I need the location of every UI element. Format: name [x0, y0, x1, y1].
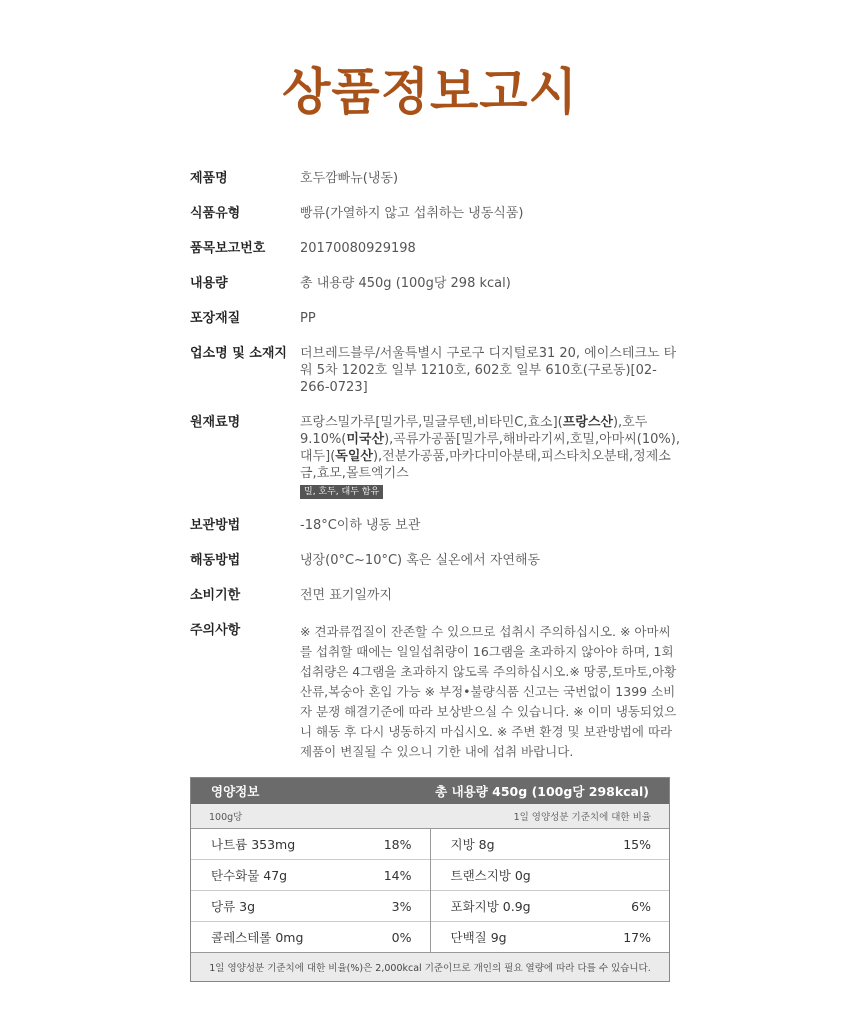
nutrient-row	[191, 829, 430, 860]
info-value: 냉장(0°C~10°C) 혹은 실온에서 자연해동	[300, 553, 541, 568]
nutrient-name: 콜레스테롤 0mg	[211, 930, 304, 945]
info-row-content-amount	[190, 275, 680, 292]
info-label: 원재료명	[190, 415, 241, 430]
info-value: PP	[300, 311, 316, 326]
nutrition-dv-header: 1일 영양성분 기준치에 대한 비율	[513, 812, 651, 823]
nutrient-name: 단백질 9g	[450, 930, 507, 945]
info-row-storage	[190, 517, 680, 534]
ingredients-origin: 프랑스산	[562, 415, 613, 430]
nutrient-row	[431, 829, 670, 860]
info-label: 보관방법	[190, 518, 241, 533]
info-row-packaging	[190, 310, 680, 327]
nutrient-name: 나트륨 353mg	[211, 837, 296, 852]
nutrient-name: 당류 3g	[211, 899, 256, 914]
nutrition-column-left	[191, 829, 431, 952]
info-row-ingredients	[190, 414, 680, 499]
ingredients-text: ),호두9.10%(	[300, 415, 648, 447]
nutrient-name: 탄수화물 47g	[211, 868, 288, 883]
info-value: 20170080929198	[300, 241, 416, 256]
info-label: 내용량	[190, 276, 228, 291]
nutrition-per: 100g당	[209, 812, 243, 823]
nutrient-row	[431, 922, 670, 952]
nutrient-name: 트랜스지방 0g	[450, 868, 531, 883]
info-row-expiry	[190, 587, 680, 604]
info-row-manufacturer	[190, 345, 680, 396]
nutrient-pct: 17%	[623, 929, 651, 945]
nutrient-name: 포화지방 0.9g	[450, 899, 531, 914]
nutrient-pct: 18%	[383, 836, 412, 852]
info-value: ※ 견과류껍질이 잔존할 수 있으므로 섭취시 주의하십시오. ※ 아마씨를 섭취할 때에는 일일섭취량이 16그램을 초과하지 않아야 하며, 1회 섭취량은 4그램을 초과하지 않도록 주의하십시오.※ 땅콩,토마토,아황산류,복숭아 혼입 가능 ※ 부정•불량식품 신고는 국번없이 1399 소비자 분쟁 해결기준에 따라 보상받으실 수 있습니다. ※ 이미 냉동되었으니 해동 후 다시 냉동하지 마십시오. ※ 주변 환경 및 보관방법에 따라 제품이 변질될 수 있으니 기한 내에 섭취 바랍니다.	[300, 624, 677, 759]
info-label: 해동방법	[190, 553, 241, 568]
nutrition-subheader	[191, 804, 669, 829]
nutrition-title: 영양정보	[211, 784, 260, 799]
ingredients-text: ),곡류가공품[밀가루,해바라기씨,호밀,아마씨(10%),대두](	[300, 432, 680, 464]
ingredients-text: 프랑스밀가루[밀가루,밀글루텐,비타민C,효소](	[300, 415, 563, 430]
info-row-report-number	[190, 240, 680, 257]
nutrient-pct: 15%	[623, 836, 651, 852]
info-label: 소비기한	[190, 588, 241, 603]
nutrient-pct: 3%	[391, 898, 412, 914]
nutrition-total-text: 총 내용량 450g	[435, 784, 532, 799]
info-label: 제품명	[190, 171, 228, 186]
info-value	[300, 414, 680, 499]
nutrient-pct: 14%	[383, 867, 412, 883]
nutrition-footnote: 1일 영양성분 기준치에 대한 비율(%)은 2,000kcal 기준이므로 개인의 필요 열량에 따라 다를 수 있습니다.	[191, 952, 669, 981]
ingredients-origin: 독일산	[335, 449, 373, 464]
nutrition-facts-table	[190, 777, 670, 982]
info-label: 주의사항	[190, 623, 241, 638]
nutrient-row	[431, 891, 670, 922]
nutrient-pct: 6%	[631, 898, 651, 914]
nutrient-row	[191, 860, 430, 891]
info-row-thawing	[190, 552, 680, 569]
info-label: 포장재질	[190, 311, 241, 326]
nutrient-pct: 0%	[391, 929, 412, 945]
ingredients-text: ),전분가공품,마카다미아분태,피스타치오분태,정제소금,효모,몰트엑기스	[300, 449, 671, 481]
info-row-food-type	[190, 205, 680, 222]
nutrition-column-right	[431, 829, 670, 952]
info-label: 품목보고번호	[190, 241, 266, 256]
info-value: -18°C이하 냉동 보관	[300, 518, 421, 533]
nutrient-row	[431, 860, 670, 891]
info-label: 업소명 및 소재지	[190, 346, 287, 361]
nutrition-total-kcal: (100g당 298kcal)	[531, 784, 649, 799]
page-title: 상품정보고시	[282, 63, 578, 121]
allergen-badge: 밀, 호두, 대두 함유	[300, 485, 383, 499]
nutrition-total	[435, 782, 649, 800]
info-label: 식품유형	[190, 206, 241, 221]
info-value: 빵류(가열하지 않고 섭취하는 냉동식품)	[300, 206, 524, 221]
info-row-product-name	[190, 170, 680, 187]
info-value: 총 내용량 450g (100g당 298 kcal)	[300, 276, 511, 291]
product-info-table	[190, 170, 680, 780]
info-value: 전면 표기일까지	[300, 588, 393, 603]
info-value: 호두깜빠뉴(냉동)	[300, 171, 399, 186]
nutrient-row	[191, 891, 430, 922]
nutrition-grid	[191, 829, 669, 952]
nutrient-row	[191, 922, 430, 952]
info-value: 더브레드블루/서울특별시 구로구 디지털로31 20, 에이스테크노 타워 5차 1202호 일부 1210호, 602호 일부 610호(구로동)[02-266-0723]	[300, 346, 677, 395]
nutrition-header	[191, 778, 669, 804]
nutrient-name: 지방 8g	[450, 837, 495, 852]
info-row-caution	[190, 622, 680, 762]
ingredients-origin: 미국산	[346, 432, 385, 447]
